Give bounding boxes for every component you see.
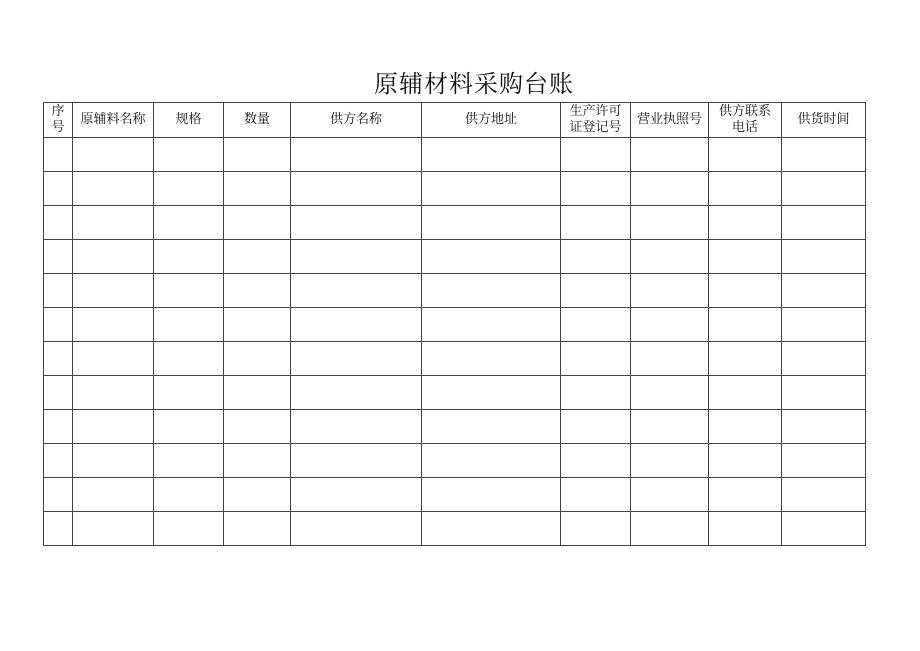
table-row [44,342,866,376]
cell-serial-number[interactable] [44,138,73,172]
cell-specification[interactable] [154,172,224,206]
cell-serial-number[interactable] [44,206,73,240]
cell-supply-time[interactable] [782,512,866,546]
cell-supplier-address[interactable] [422,376,561,410]
cell-material-name[interactable] [73,342,154,376]
cell-material-name[interactable] [73,240,154,274]
cell-material-name[interactable] [73,274,154,308]
table-row [44,138,866,172]
table-row [44,206,866,240]
header-business-license-number: 营业执照号 [631,103,709,138]
cell-supplier-phone[interactable] [709,512,782,546]
purchase-ledger-table [43,102,866,546]
cell-supplier-phone[interactable] [709,444,782,478]
table-row [44,274,866,308]
cell-quantity[interactable] [224,206,291,240]
cell-production-license-number[interactable] [561,308,631,342]
cell-supplier-address[interactable] [422,308,561,342]
header-supplier-name: 供方名称 [291,103,422,138]
table-row [44,240,866,274]
cell-material-name[interactable] [73,444,154,478]
cell-specification[interactable] [154,308,224,342]
cell-material-name[interactable] [73,172,154,206]
cell-quantity[interactable] [224,512,291,546]
cell-business-license-number[interactable] [631,206,709,240]
cell-business-license-number[interactable] [631,512,709,546]
table-row [44,512,866,546]
cell-supplier-address[interactable] [422,172,561,206]
cell-serial-number[interactable] [44,172,73,206]
cell-specification[interactable] [154,478,224,512]
cell-production-license-number[interactable] [561,172,631,206]
cell-supplier-name[interactable] [291,308,422,342]
cell-supplier-address[interactable] [422,206,561,240]
cell-business-license-number[interactable] [631,410,709,444]
cell-specification[interactable] [154,410,224,444]
header-supplier-phone: 供方联系 电话 [709,103,782,138]
cell-production-license-number[interactable] [561,478,631,512]
cell-quantity[interactable] [224,172,291,206]
header-supply-time: 供货时间 [782,103,866,138]
cell-supplier-name[interactable] [291,444,422,478]
cell-quantity[interactable] [224,274,291,308]
cell-supplier-name[interactable] [291,274,422,308]
cell-supplier-name[interactable] [291,478,422,512]
cell-supply-time[interactable] [782,410,866,444]
cell-production-license-number[interactable] [561,240,631,274]
cell-material-name[interactable] [73,410,154,444]
cell-supply-time[interactable] [782,478,866,512]
cell-serial-number[interactable] [44,444,73,478]
cell-production-license-number[interactable] [561,444,631,478]
cell-supplier-name[interactable] [291,410,422,444]
cell-supplier-name[interactable] [291,172,422,206]
cell-supplier-address[interactable] [422,410,561,444]
cell-quantity[interactable] [224,240,291,274]
cell-quantity[interactable] [224,308,291,342]
cell-production-license-number[interactable] [561,512,631,546]
cell-specification[interactable] [154,444,224,478]
cell-supplier-phone[interactable] [709,138,782,172]
cell-supply-time[interactable] [782,342,866,376]
cell-production-license-number[interactable] [561,206,631,240]
table-row [44,172,866,206]
cell-supplier-phone[interactable] [709,342,782,376]
cell-specification[interactable] [154,206,224,240]
cell-production-license-number[interactable] [561,138,631,172]
cell-quantity[interactable] [224,138,291,172]
cell-supply-time[interactable] [782,240,866,274]
cell-business-license-number[interactable] [631,274,709,308]
header-quantity: 数量 [224,103,291,138]
cell-supply-time[interactable] [782,308,866,342]
cell-supply-time[interactable] [782,138,866,172]
table-row [44,444,866,478]
cell-supplier-phone[interactable] [709,308,782,342]
cell-supplier-phone[interactable] [709,206,782,240]
cell-serial-number[interactable] [44,478,73,512]
cell-serial-number[interactable] [44,274,73,308]
cell-supplier-phone[interactable] [709,478,782,512]
cell-quantity[interactable] [224,376,291,410]
cell-supplier-name[interactable] [291,342,422,376]
cell-quantity[interactable] [224,478,291,512]
header-serial-number: 序 号 [44,103,73,138]
table-header-row [44,103,866,138]
cell-production-license-number[interactable] [561,342,631,376]
cell-supplier-address[interactable] [422,444,561,478]
cell-serial-number[interactable] [44,240,73,274]
cell-specification[interactable] [154,342,224,376]
cell-business-license-number[interactable] [631,478,709,512]
cell-specification[interactable] [154,512,224,546]
cell-business-license-number[interactable] [631,342,709,376]
cell-specification[interactable] [154,138,224,172]
header-material-name: 原辅料名称 [73,103,154,138]
cell-quantity[interactable] [224,410,291,444]
cell-production-license-number[interactable] [561,376,631,410]
cell-supplier-phone[interactable] [709,240,782,274]
cell-specification[interactable] [154,376,224,410]
cell-supply-time[interactable] [782,206,866,240]
header-specification: 规格 [154,103,224,138]
cell-supplier-address[interactable] [422,512,561,546]
cell-supply-time[interactable] [782,274,866,308]
cell-quantity[interactable] [224,444,291,478]
cell-supplier-name[interactable] [291,240,422,274]
cell-material-name[interactable] [73,138,154,172]
cell-serial-number[interactable] [44,410,73,444]
cell-specification[interactable] [154,274,224,308]
cell-specification[interactable] [154,240,224,274]
cell-material-name[interactable] [73,512,154,546]
header-production-license-number: 生产许可 证登记号 [561,103,631,138]
table-row [44,478,866,512]
cell-supplier-phone[interactable] [709,376,782,410]
cell-supplier-name[interactable] [291,206,422,240]
cell-business-license-number[interactable] [631,376,709,410]
cell-supplier-name[interactable] [291,376,422,410]
cell-production-license-number[interactable] [561,410,631,444]
cell-material-name[interactable] [73,308,154,342]
cell-business-license-number[interactable] [631,308,709,342]
cell-material-name[interactable] [73,376,154,410]
cell-business-license-number[interactable] [631,240,709,274]
cell-supplier-address[interactable] [422,240,561,274]
cell-supplier-address[interactable] [422,274,561,308]
header-supplier-address: 供方地址 [422,103,561,138]
cell-business-license-number[interactable] [631,172,709,206]
cell-production-license-number[interactable] [561,274,631,308]
cell-serial-number[interactable] [44,308,73,342]
cell-supply-time[interactable] [782,376,866,410]
cell-supplier-name[interactable] [291,138,422,172]
cell-material-name[interactable] [73,206,154,240]
cell-supplier-phone[interactable] [709,172,782,206]
cell-supplier-phone[interactable] [709,410,782,444]
cell-quantity[interactable] [224,342,291,376]
cell-supplier-address[interactable] [422,342,561,376]
table-row [44,376,866,410]
cell-material-name[interactable] [73,478,154,512]
cell-supplier-address[interactable] [422,138,561,172]
cell-supply-time[interactable] [782,444,866,478]
table-row [44,308,866,342]
page-title: 原辅材料采购台账 [374,70,574,98]
table-body [44,138,866,546]
cell-supplier-address[interactable] [422,478,561,512]
cell-business-license-number[interactable] [631,138,709,172]
cell-business-license-number[interactable] [631,444,709,478]
cell-supplier-name[interactable] [291,512,422,546]
table-row [44,410,866,444]
cell-serial-number[interactable] [44,512,73,546]
cell-supplier-phone[interactable] [709,274,782,308]
cell-supply-time[interactable] [782,172,866,206]
cell-serial-number[interactable] [44,376,73,410]
cell-serial-number[interactable] [44,342,73,376]
